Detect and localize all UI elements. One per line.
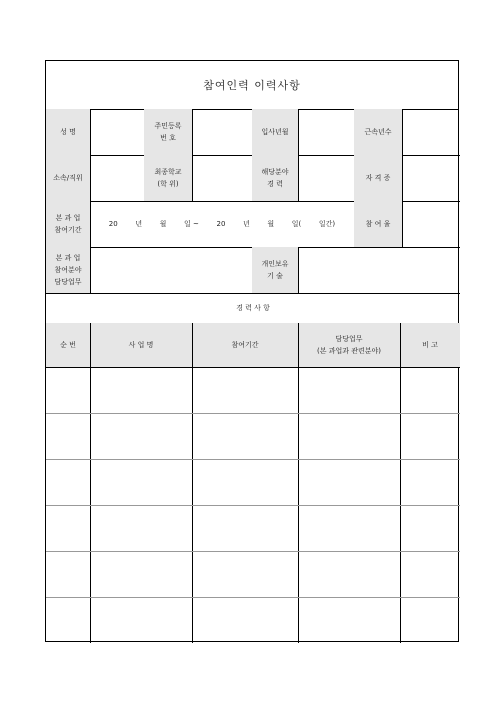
career-col-duty-line2: (본 과업과 관련분야) [316, 347, 381, 355]
education-label [144, 155, 192, 201]
education-label-line1: 최종학교 [154, 168, 182, 176]
rrn-value[interactable] [192, 109, 252, 155]
participation-period-line1: 본 과 업 [55, 214, 81, 222]
participation-field-label [46, 247, 90, 293]
period-end-month-unit: 월 [267, 220, 275, 228]
participation-period-label [46, 201, 90, 247]
name-value[interactable] [90, 109, 144, 155]
career-heading: 경 력 사 항 [236, 304, 270, 312]
personal-skills-value[interactable] [298, 247, 460, 293]
career-row-5[interactable] [46, 551, 460, 597]
years-service-value[interactable] [402, 109, 460, 155]
license-label: 자 격 증 [354, 155, 402, 201]
personal-skills-line1: 개인보유 [261, 260, 289, 268]
period-days-count: 일간) [318, 220, 336, 228]
education-value[interactable] [192, 155, 252, 201]
personal-skills-label [252, 247, 298, 293]
field-experience-value[interactable] [298, 155, 354, 201]
rrn-label-line2: 번 호 [160, 134, 176, 142]
name-label: 성 명 [46, 109, 90, 155]
participation-period-line2: 참여기간 [54, 226, 82, 234]
rrn-label [144, 109, 192, 155]
career-col-no: 순 번 [46, 323, 90, 367]
period-year-unit: 년 [135, 220, 143, 228]
period-start-year: 20 [108, 220, 118, 228]
participation-field-line1: 본 과 업 [55, 254, 81, 262]
participation-rate-label: 참 여 율 [354, 201, 402, 247]
career-row-2[interactable] [46, 413, 460, 459]
personal-skills-line2: 기 술 [267, 272, 283, 280]
career-col-duty [298, 323, 400, 367]
form-title: 참여인력 이력사항 [46, 61, 458, 110]
participation-field-line2: 참여분야 [54, 266, 82, 274]
career-row-4[interactable] [46, 505, 460, 551]
dept-position-value[interactable] [90, 155, 144, 201]
participation-period-value[interactable] [90, 201, 354, 247]
period-month-unit: 월 [159, 220, 167, 228]
participation-field-value[interactable] [90, 247, 252, 293]
period-end-day-unit: 일( [291, 220, 302, 228]
field-experience-line1: 해당분야 [261, 168, 289, 176]
hire-date-label: 입사년월 [252, 109, 298, 155]
personnel-history-form [45, 60, 459, 642]
period-day-tilde: 일 ~ [184, 220, 199, 228]
field-experience-label [252, 155, 298, 201]
career-col-project: 사 업 명 [90, 323, 192, 367]
career-row-6[interactable] [46, 597, 460, 641]
period-end-year: 20 [216, 220, 226, 228]
career-row-1[interactable] [46, 367, 460, 413]
period-end-year-unit: 년 [243, 220, 250, 228]
field-experience-line2: 경 력 [267, 180, 283, 188]
career-col-period: 참여기간 [192, 323, 298, 367]
hire-date-value[interactable] [298, 109, 354, 155]
license-value[interactable] [402, 155, 460, 201]
career-col-note: 비 고 [400, 323, 460, 367]
career-row-3[interactable] [46, 459, 460, 505]
rrn-label-line1: 주민등록 [154, 122, 182, 130]
participation-field-line3: 담당업무 [54, 278, 82, 286]
dept-position-label: 소속/직위 [46, 155, 90, 201]
education-label-line2: (학 위) [157, 180, 179, 188]
participation-rate-value[interactable] [402, 201, 460, 247]
career-col-duty-line1: 담당업무 [335, 335, 363, 343]
years-service-label: 근속년수 [354, 109, 402, 155]
